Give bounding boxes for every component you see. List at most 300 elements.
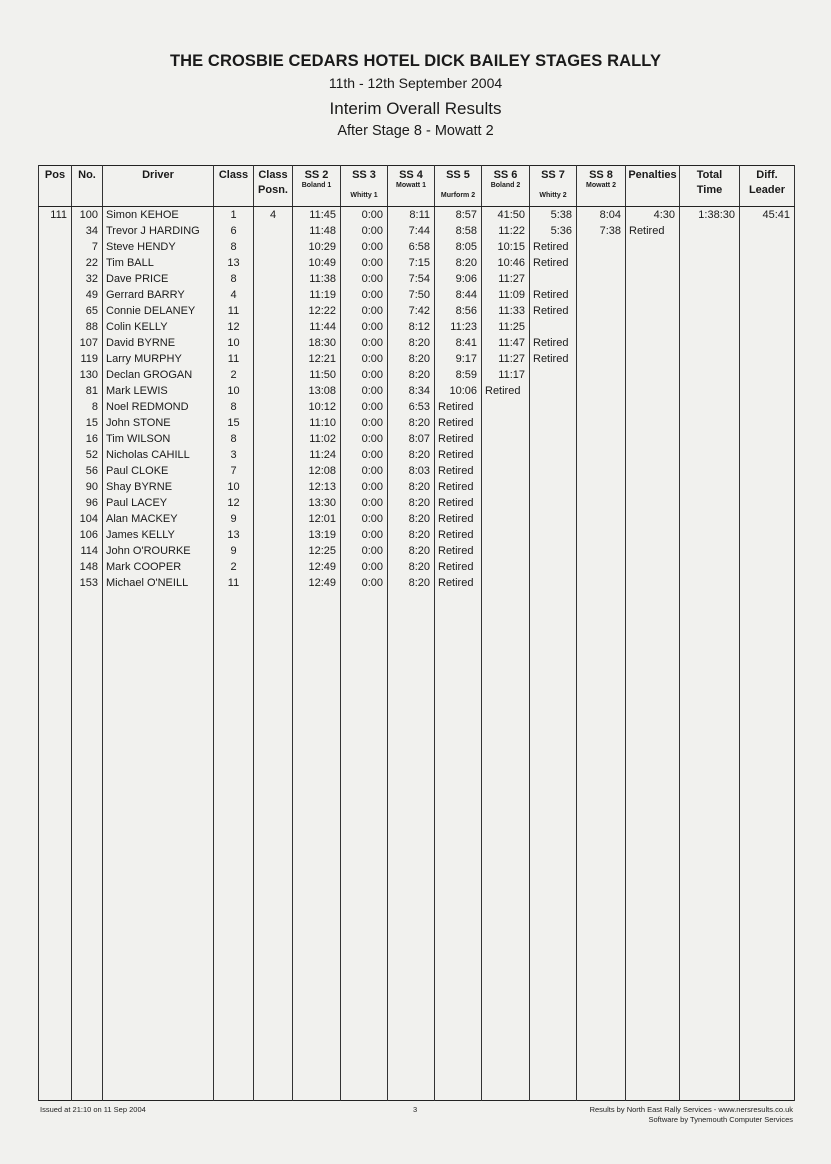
cell-ss7: [530, 559, 577, 575]
cell-ss4: 8:20: [388, 511, 435, 527]
table-row: [39, 271, 795, 287]
cell-ss2: 18:30: [293, 335, 341, 351]
cell-driver: James KELLY: [103, 527, 214, 543]
cell-driver: Paul CLOKE: [103, 463, 214, 479]
empty-cell: [39, 591, 72, 1101]
cell-diff-leader: [740, 399, 795, 415]
empty-cell: [293, 591, 341, 1101]
cell-ss3: 0:00: [341, 239, 388, 255]
cell-ss6: Retired: [482, 383, 530, 399]
cell-ss2: 12:25: [293, 543, 341, 559]
table-row: [39, 399, 795, 415]
cell-ss7: [530, 415, 577, 431]
cell-diff-leader: [740, 527, 795, 543]
cell-ss8: [577, 271, 626, 287]
cell-ss5: Retired: [435, 447, 482, 463]
cell-diff-leader: [740, 287, 795, 303]
cell-ss6: [482, 495, 530, 511]
col-driver: Driver: [103, 166, 214, 207]
cell-penalties: [626, 335, 680, 351]
cell-ss6: [482, 447, 530, 463]
cell-ss5: 8:20: [435, 255, 482, 271]
cell-ss3: 0:00: [341, 447, 388, 463]
cell-ss4: 7:50: [388, 287, 435, 303]
cell-class-posn: [254, 239, 293, 255]
cell-driver: Colin KELLY: [103, 319, 214, 335]
cell-driver: Michael O'NEILL: [103, 575, 214, 591]
cell-class: 8: [214, 239, 254, 255]
cell-class: 10: [214, 335, 254, 351]
cell-class-posn: [254, 431, 293, 447]
cell-class-posn: 4: [254, 207, 293, 224]
cell-ss4: 8:20: [388, 479, 435, 495]
table-row: [39, 511, 795, 527]
col-ss4: SS 4 Mowatt 1: [388, 166, 435, 207]
cell-no: 34: [72, 223, 103, 239]
cell-ss8: [577, 479, 626, 495]
cell-ss2: 12:01: [293, 511, 341, 527]
cell-driver: Alan MACKEY: [103, 511, 214, 527]
cell-penalties: 4:30: [626, 207, 680, 224]
cell-driver: Gerrard BARRY: [103, 287, 214, 303]
cell-ss5: 8:58: [435, 223, 482, 239]
empty-cell: [72, 591, 103, 1101]
col-ss8: SS 8 Mowatt 2: [577, 166, 626, 207]
cell-pos: [39, 239, 72, 255]
cell-diff-leader: [740, 383, 795, 399]
cell-ss8: [577, 447, 626, 463]
cell-ss5: 9:06: [435, 271, 482, 287]
results-table: [38, 165, 795, 1101]
cell-ss2: 10:29: [293, 239, 341, 255]
cell-class-posn: [254, 527, 293, 543]
cell-diff-leader: [740, 575, 795, 591]
cell-driver: Tim WILSON: [103, 431, 214, 447]
cell-ss6: 11:22: [482, 223, 530, 239]
cell-ss6: [482, 543, 530, 559]
cell-ss4: 7:42: [388, 303, 435, 319]
cell-driver: David BYRNE: [103, 335, 214, 351]
cell-class: 4: [214, 287, 254, 303]
cell-ss5: Retired: [435, 575, 482, 591]
cell-ss7: Retired: [530, 255, 577, 271]
cell-ss5: 10:06: [435, 383, 482, 399]
cell-pos: [39, 479, 72, 495]
cell-ss5: Retired: [435, 495, 482, 511]
col-ss7: SS 7 Whitty 2: [530, 166, 577, 207]
empty-cell: [577, 591, 626, 1101]
cell-pos: [39, 415, 72, 431]
cell-ss4: 8:20: [388, 367, 435, 383]
cell-total-time: [680, 223, 740, 239]
cell-ss6: [482, 511, 530, 527]
cell-ss3: 0:00: [341, 287, 388, 303]
cell-class: 11: [214, 575, 254, 591]
cell-penalties: [626, 319, 680, 335]
cell-ss8: 8:04: [577, 207, 626, 224]
cell-ss8: [577, 303, 626, 319]
cell-total-time: [680, 255, 740, 271]
cell-ss3: 0:00: [341, 223, 388, 239]
cell-pos: [39, 431, 72, 447]
table-row: [39, 287, 795, 303]
cell-total-time: [680, 415, 740, 431]
cell-class: 8: [214, 431, 254, 447]
table-row: [39, 543, 795, 559]
cell-ss3: 0:00: [341, 543, 388, 559]
cell-class: 2: [214, 559, 254, 575]
cell-ss4: 8:20: [388, 351, 435, 367]
cell-diff-leader: [740, 335, 795, 351]
cell-class: 7: [214, 463, 254, 479]
cell-ss3: 0:00: [341, 527, 388, 543]
cell-ss4: 8:20: [388, 495, 435, 511]
cell-ss2: 11:19: [293, 287, 341, 303]
cell-ss3: 0:00: [341, 383, 388, 399]
cell-ss3: 0:00: [341, 319, 388, 335]
cell-class-posn: [254, 287, 293, 303]
cell-ss4: 8:20: [388, 415, 435, 431]
table-row: [39, 463, 795, 479]
cell-penalties: [626, 511, 680, 527]
cell-ss3: 0:00: [341, 463, 388, 479]
cell-ss7: [530, 527, 577, 543]
cell-no: 49: [72, 287, 103, 303]
cell-no: 15: [72, 415, 103, 431]
col-ss5: SS 5 Murform 2: [435, 166, 482, 207]
cell-diff-leader: [740, 447, 795, 463]
cell-class: 8: [214, 399, 254, 415]
cell-ss8: [577, 431, 626, 447]
cell-ss3: 0:00: [341, 271, 388, 287]
col-total-time: Total Time: [680, 166, 740, 207]
cell-ss5: Retired: [435, 511, 482, 527]
cell-driver: Noel REDMOND: [103, 399, 214, 415]
col-no: No.: [72, 166, 103, 207]
table-row: [39, 431, 795, 447]
cell-ss7: [530, 271, 577, 287]
cell-ss5: 8:57: [435, 207, 482, 224]
cell-pos: [39, 399, 72, 415]
cell-diff-leader: [740, 367, 795, 383]
cell-ss3: 0:00: [341, 335, 388, 351]
cell-class: 10: [214, 479, 254, 495]
cell-ss8: [577, 415, 626, 431]
cell-ss7: Retired: [530, 287, 577, 303]
cell-ss5: Retired: [435, 479, 482, 495]
cell-diff-leader: [740, 543, 795, 559]
cell-penalties: [626, 527, 680, 543]
cell-no: 7: [72, 239, 103, 255]
results-body: [39, 207, 795, 1101]
table-row: [39, 335, 795, 351]
cell-ss2: 13:19: [293, 527, 341, 543]
event-dates: 11th - 12th September 2004: [328, 75, 503, 91]
cell-ss2: 11:24: [293, 447, 341, 463]
cell-ss6: 11:27: [482, 351, 530, 367]
cell-class-posn: [254, 479, 293, 495]
cell-ss7: [530, 495, 577, 511]
cell-driver: Trevor J HARDING: [103, 223, 214, 239]
cell-ss5: 8:41: [435, 335, 482, 351]
cell-ss3: 0:00: [341, 415, 388, 431]
cell-total-time: 1:38:30: [680, 207, 740, 224]
cell-ss6: [482, 559, 530, 575]
cell-ss7: [530, 399, 577, 415]
cell-ss4: 8:20: [388, 527, 435, 543]
cell-diff-leader: [740, 319, 795, 335]
cell-penalties: [626, 383, 680, 399]
cell-no: 119: [72, 351, 103, 367]
cell-class-posn: [254, 511, 293, 527]
cell-total-time: [680, 463, 740, 479]
cell-ss6: 11:09: [482, 287, 530, 303]
cell-penalties: [626, 431, 680, 447]
table-row: [39, 319, 795, 335]
cell-driver: Paul LACEY: [103, 495, 214, 511]
cell-ss2: 11:10: [293, 415, 341, 431]
cell-ss8: [577, 383, 626, 399]
cell-total-time: [680, 303, 740, 319]
cell-ss2: 12:21: [293, 351, 341, 367]
cell-ss8: [577, 543, 626, 559]
cell-ss7: 5:38: [530, 207, 577, 224]
cell-no: 153: [72, 575, 103, 591]
cell-penalties: [626, 463, 680, 479]
cell-ss3: 0:00: [341, 351, 388, 367]
cell-penalties: [626, 479, 680, 495]
cell-diff-leader: 45:41: [740, 207, 795, 224]
table-row: [39, 383, 795, 399]
cell-penalties: [626, 287, 680, 303]
cell-ss6: [482, 399, 530, 415]
cell-pos: [39, 335, 72, 351]
cell-class-posn: [254, 271, 293, 287]
cell-no: 16: [72, 431, 103, 447]
table-row: [39, 575, 795, 591]
cell-diff-leader: [740, 223, 795, 239]
software-credit: Software by Tynemouth Computer Services: [648, 1115, 793, 1124]
cell-ss2: 13:08: [293, 383, 341, 399]
cell-class-posn: [254, 351, 293, 367]
cell-ss7: Retired: [530, 303, 577, 319]
cell-pos: [39, 255, 72, 271]
cell-penalties: [626, 575, 680, 591]
cell-class-posn: [254, 255, 293, 271]
cell-ss6: [482, 479, 530, 495]
cell-total-time: [680, 575, 740, 591]
cell-ss4: 8:34: [388, 383, 435, 399]
cell-ss5: 11:23: [435, 319, 482, 335]
cell-driver: Mark LEWIS: [103, 383, 214, 399]
cell-ss3: 0:00: [341, 255, 388, 271]
cell-class: 3: [214, 447, 254, 463]
cell-ss8: [577, 319, 626, 335]
cell-ss2: 12:13: [293, 479, 341, 495]
cell-ss7: Retired: [530, 335, 577, 351]
empty-cell: [103, 591, 214, 1101]
cell-no: 104: [72, 511, 103, 527]
cell-ss3: 0:00: [341, 479, 388, 495]
cell-ss7: [530, 383, 577, 399]
cell-class-posn: [254, 319, 293, 335]
cell-ss4: 8:20: [388, 335, 435, 351]
cell-class: 8: [214, 271, 254, 287]
cell-total-time: [680, 271, 740, 287]
empty-cell: [680, 591, 740, 1101]
cell-ss7: Retired: [530, 239, 577, 255]
cell-class-posn: [254, 447, 293, 463]
header-row: [39, 166, 795, 207]
cell-ss3: 0:00: [341, 575, 388, 591]
cell-ss2: 11:45: [293, 207, 341, 224]
cell-ss8: [577, 255, 626, 271]
cell-ss2: 11:38: [293, 271, 341, 287]
cell-diff-leader: [740, 463, 795, 479]
cell-class-posn: [254, 335, 293, 351]
table-row: [39, 479, 795, 495]
issued-timestamp: Issued at 21:10 on 11 Sep 2004: [40, 1105, 146, 1114]
cell-ss8: [577, 495, 626, 511]
cell-no: 96: [72, 495, 103, 511]
cell-ss7: [530, 367, 577, 383]
cell-no: 130: [72, 367, 103, 383]
cell-no: 90: [72, 479, 103, 495]
cell-diff-leader: [740, 239, 795, 255]
cell-ss6: 11:47: [482, 335, 530, 351]
cell-ss5: 8:59: [435, 367, 482, 383]
cell-penalties: [626, 351, 680, 367]
cell-ss7: [530, 543, 577, 559]
cell-ss4: 8:12: [388, 319, 435, 335]
cell-ss8: [577, 511, 626, 527]
table-row: [39, 207, 795, 224]
cell-diff-leader: [740, 479, 795, 495]
cell-ss6: 41:50: [482, 207, 530, 224]
cell-no: 114: [72, 543, 103, 559]
results-subtitle: Interim Overall Results: [329, 99, 502, 118]
col-ss3: SS 3 Whitty 1: [341, 166, 388, 207]
cell-total-time: [680, 431, 740, 447]
cell-ss6: [482, 527, 530, 543]
cell-total-time: [680, 367, 740, 383]
cell-no: 65: [72, 303, 103, 319]
cell-driver: Declan GROGAN: [103, 367, 214, 383]
cell-ss8: [577, 287, 626, 303]
cell-penalties: [626, 367, 680, 383]
cell-ss8: 7:38: [577, 223, 626, 239]
cell-diff-leader: [740, 431, 795, 447]
cell-ss4: 6:53: [388, 399, 435, 415]
cell-ss4: 7:44: [388, 223, 435, 239]
cell-ss2: 12:22: [293, 303, 341, 319]
cell-class: 11: [214, 303, 254, 319]
cell-class-posn: [254, 543, 293, 559]
cell-pos: [39, 543, 72, 559]
cell-ss6: [482, 415, 530, 431]
cell-class: 13: [214, 527, 254, 543]
cell-ss8: [577, 559, 626, 575]
cell-driver: John O'ROURKE: [103, 543, 214, 559]
cell-class-posn: [254, 415, 293, 431]
cell-penalties: [626, 255, 680, 271]
cell-no: 88: [72, 319, 103, 335]
col-diff-leader: Diff. Leader: [740, 166, 795, 207]
cell-ss7: [530, 511, 577, 527]
cell-no: 100: [72, 207, 103, 224]
cell-ss6: 11:17: [482, 367, 530, 383]
cell-pos: [39, 271, 72, 287]
cell-diff-leader: [740, 495, 795, 511]
cell-driver: Dave PRICE: [103, 271, 214, 287]
table-row: [39, 495, 795, 511]
cell-pos: [39, 495, 72, 511]
cell-no: 148: [72, 559, 103, 575]
cell-ss2: 11:44: [293, 319, 341, 335]
cell-no: 56: [72, 463, 103, 479]
cell-pos: [39, 511, 72, 527]
cell-driver: Mark COOPER: [103, 559, 214, 575]
cell-ss8: [577, 527, 626, 543]
table-row: [39, 255, 795, 271]
cell-ss7: [530, 463, 577, 479]
table-row: [39, 367, 795, 383]
cell-diff-leader: [740, 351, 795, 367]
cell-total-time: [680, 319, 740, 335]
cell-class: 6: [214, 223, 254, 239]
cell-pos: [39, 351, 72, 367]
cell-class: 12: [214, 319, 254, 335]
table-row: [39, 527, 795, 543]
results-credit: Results by North East Rally Services - www.nersresults.co.uk: [589, 1105, 793, 1114]
cell-diff-leader: [740, 415, 795, 431]
cell-pos: [39, 367, 72, 383]
table-row: [39, 303, 795, 319]
table-row: [39, 559, 795, 575]
cell-ss7: 5:36: [530, 223, 577, 239]
cell-diff-leader: [740, 559, 795, 575]
cell-ss6: 11:25: [482, 319, 530, 335]
cell-ss2: 12:49: [293, 575, 341, 591]
cell-class: 15: [214, 415, 254, 431]
cell-driver: Steve HENDY: [103, 239, 214, 255]
cell-total-time: [680, 239, 740, 255]
cell-penalties: [626, 415, 680, 431]
cell-ss8: [577, 463, 626, 479]
empty-cell: [214, 591, 254, 1101]
table-row: [39, 447, 795, 463]
page-title: THE CROSBIE CEDARS HOTEL DICK BAILEY STAGES RALLY: [169, 52, 662, 70]
cell-ss5: 9:17: [435, 351, 482, 367]
cell-ss5: 8:05: [435, 239, 482, 255]
cell-ss6: 11:33: [482, 303, 530, 319]
cell-no: 52: [72, 447, 103, 463]
empty-cell: [254, 591, 293, 1101]
cell-no: 22: [72, 255, 103, 271]
cell-ss3: 0:00: [341, 303, 388, 319]
col-penalties: Penalties: [626, 166, 680, 207]
cell-class: 11: [214, 351, 254, 367]
cell-driver: Tim BALL: [103, 255, 214, 271]
cell-diff-leader: [740, 511, 795, 527]
cell-ss3: 0:00: [341, 367, 388, 383]
cell-ss8: [577, 399, 626, 415]
col-class-posn: Class Posn.: [254, 166, 293, 207]
cell-diff-leader: [740, 255, 795, 271]
col-ss2: SS 2 Boland 1: [293, 166, 341, 207]
cell-ss5: Retired: [435, 527, 482, 543]
empty-rows-area: [39, 591, 795, 1101]
